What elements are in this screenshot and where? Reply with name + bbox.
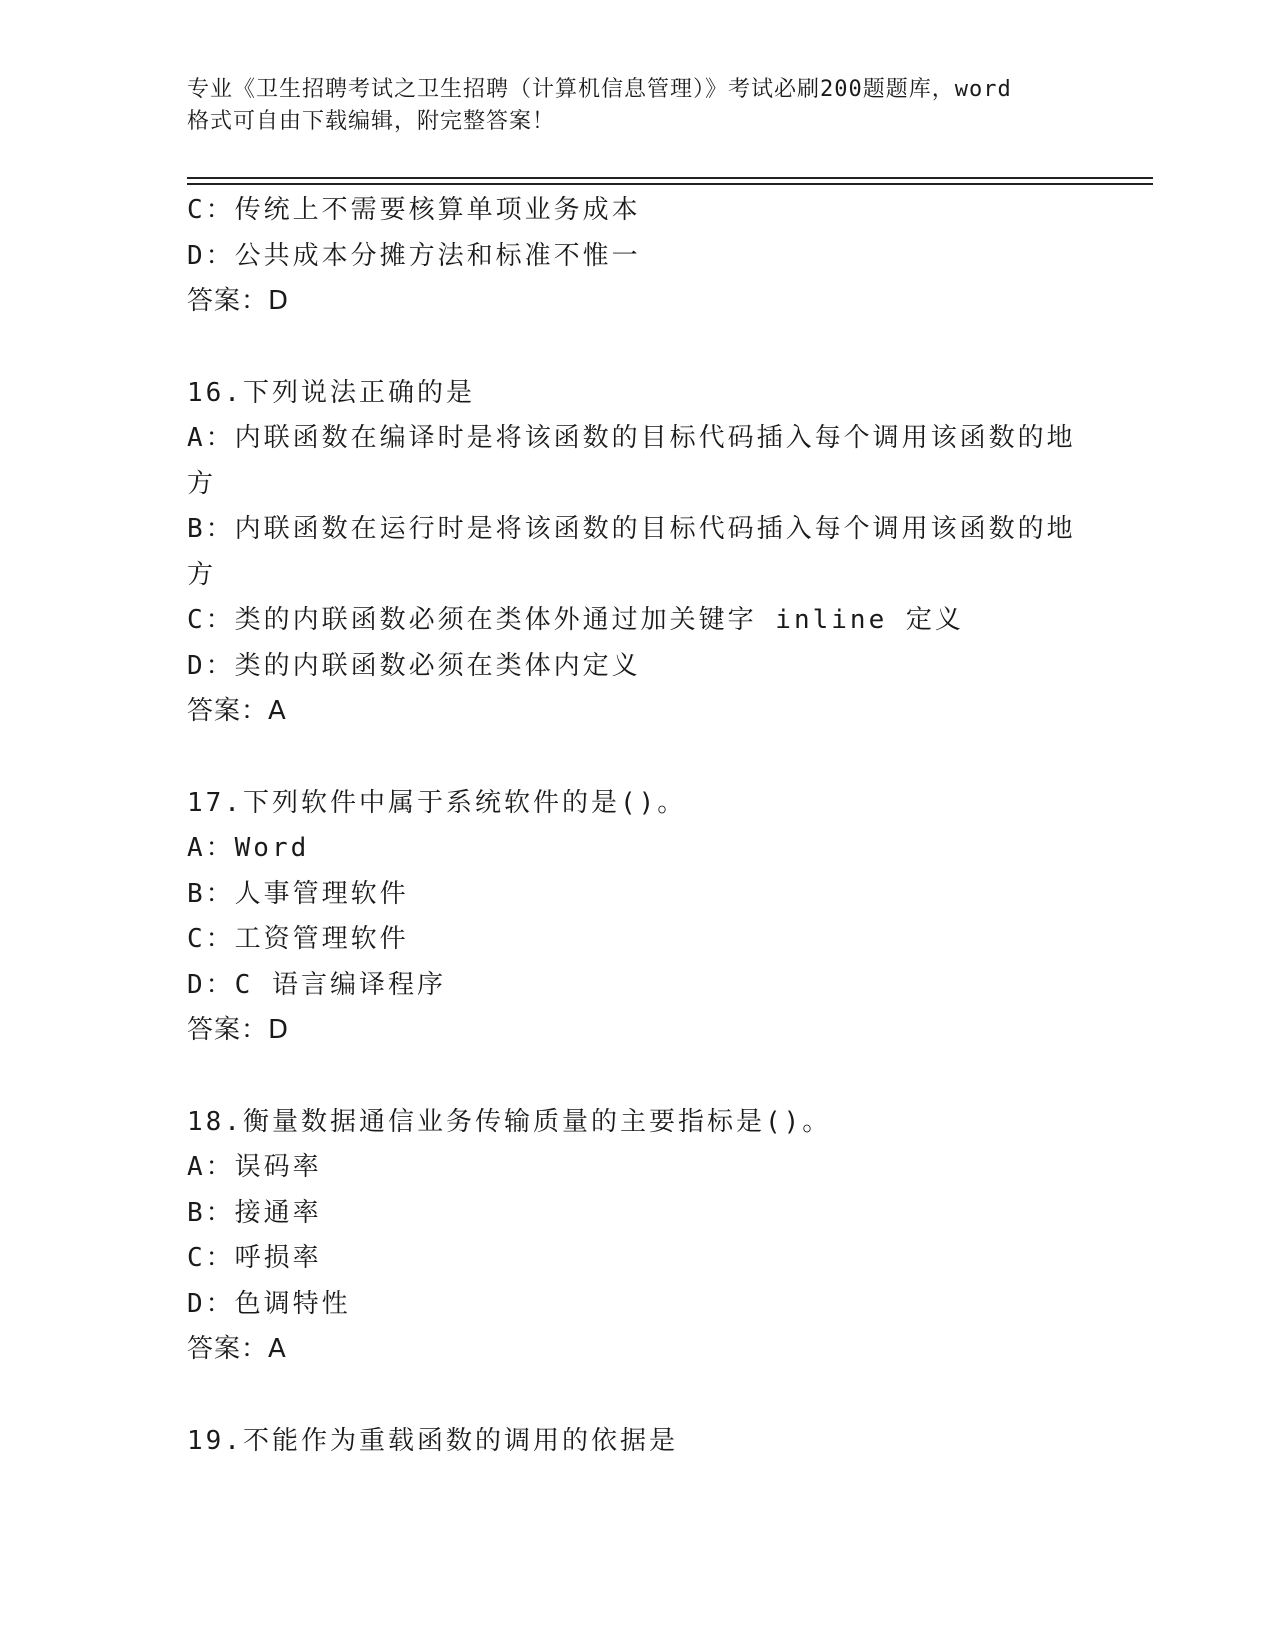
option-b: B：内联函数在运行时是将该函数的目标代码插入每个调用该函数的地 (187, 514, 1076, 544)
question-17 (187, 781, 1087, 1054)
header-divider-top (187, 177, 1153, 179)
answer-line: 答案：D (187, 1015, 290, 1045)
option-c: C：类的内联函数必须在类体外通过加关键字 inline 定义 (187, 605, 964, 635)
option-d: D：类的内联函数必须在类体内定义 (187, 650, 641, 681)
spacer (187, 735, 1087, 781)
header-divider-bottom (187, 183, 1153, 185)
option-a: A：误码率 (187, 1152, 322, 1182)
question-text: 16.下列说法正确的是 (187, 377, 475, 408)
option-d: D：公共成本分摊方法和标准不惟一 (187, 240, 641, 271)
question-18 (187, 1100, 1087, 1373)
header-title-line-1: 专业《卫生招聘考试之卫生招聘（计算机信息管理）》考试必刷200题题库，word (187, 77, 1012, 102)
option-c: C：传统上不需要核算单项业务成本 (187, 195, 641, 225)
option-d: D：C 语言编译程序 (187, 969, 446, 1000)
option-b-continued: 方 (187, 559, 217, 590)
question-16 (187, 371, 1087, 735)
spacer (187, 1054, 1087, 1100)
option-d: D：色调特性 (187, 1288, 351, 1319)
header-title-line-2: 格式可自由下载编辑，附完整答案！ (187, 109, 556, 134)
option-b: B：接通率 (187, 1197, 322, 1228)
question-text: 17.下列软件中属于系统软件的是()。 (187, 787, 687, 818)
question-list (187, 188, 1087, 1464)
previous-question-tail (187, 188, 1087, 325)
option-a: A：Word (187, 833, 310, 863)
spacer (187, 1373, 1087, 1419)
question-text: 18.衡量数据通信业务传输质量的主要指标是()。 (187, 1106, 832, 1137)
spacer (187, 325, 1087, 371)
document-header (187, 74, 1087, 138)
option-b: B：人事管理软件 (187, 878, 409, 909)
question-text: 19.不能作为重载函数的调用的依据是 (187, 1425, 678, 1456)
answer-line: 答案：A (187, 696, 287, 726)
option-c: C：呼损率 (187, 1243, 322, 1273)
question-19 (187, 1419, 1087, 1465)
option-c: C：工资管理软件 (187, 924, 409, 954)
answer-line: 答案：D (187, 286, 290, 316)
option-a-continued: 方 (187, 468, 217, 499)
answer-line: 答案：A (187, 1334, 287, 1364)
option-a: A：内联函数在编译时是将该函数的目标代码插入每个调用该函数的地 (187, 423, 1076, 453)
